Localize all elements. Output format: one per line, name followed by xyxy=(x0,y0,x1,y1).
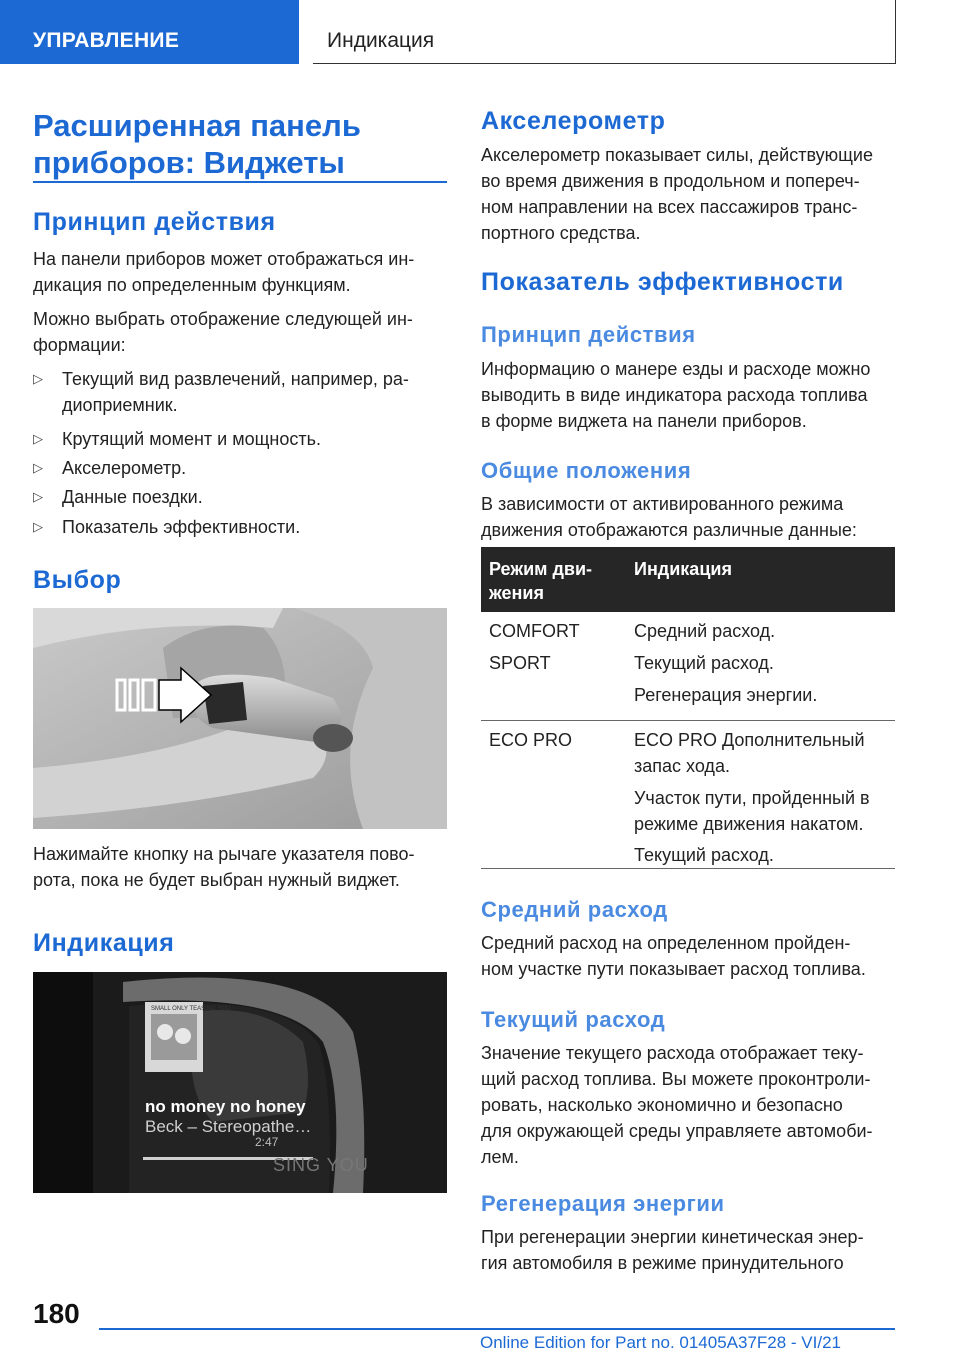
table-header xyxy=(481,547,895,612)
turn-signal-lever-image xyxy=(33,608,447,829)
footer-rule xyxy=(99,1328,895,1330)
table-row: COMFORT SPORT Средний расход. Текущий расход. Регенерация энергии. xyxy=(481,612,895,721)
energy-regeneration-text-line: гия автомобиля в режиме принудительного xyxy=(481,1253,844,1273)
efficiency-heading: Показатель эффективности xyxy=(481,268,844,296)
energy-regeneration-text-line: При регенерации энергии кинетическая энер- xyxy=(481,1227,864,1247)
current-consumption-text-line: лем. xyxy=(481,1147,519,1167)
triangle-bullet-icon: ▷ xyxy=(33,431,43,446)
general-text-line: В зависимости от активированного режима xyxy=(481,494,844,514)
triangle-bullet-icon: ▷ xyxy=(33,489,43,504)
page-title-line1: Расширенная панель xyxy=(33,108,361,143)
display-heading: Индикация xyxy=(33,929,175,957)
chapter-title: Индикация xyxy=(313,0,896,64)
artist-name: Beck – Stereopathe… xyxy=(145,1117,312,1136)
media-label: SMALL ONLY TEASING YOU xyxy=(151,1006,231,1012)
efficiency-principle-heading: Принцип действия xyxy=(481,322,696,347)
current-consumption-text-line: ровать, насколько экономично и безопасно xyxy=(481,1095,843,1115)
principle-text-line: На панели приборов может отображаться ин- xyxy=(33,249,415,269)
table-header-display: Индикация xyxy=(634,559,732,579)
selection-text-line: Нажимайте кнопку на рычаге указателя пово- xyxy=(33,844,415,864)
background-text: SING YOU xyxy=(273,1155,369,1175)
track-time: 2:47 xyxy=(255,1135,279,1149)
page-title-line2: приборов: Виджеты xyxy=(33,145,345,180)
selection-heading: Выбор xyxy=(33,566,122,594)
table-header-mode: Режим дви- жения xyxy=(489,559,593,603)
title-rule xyxy=(33,181,447,183)
accelerometer-text-line: Акселерометр показывает силы, действующие xyxy=(481,145,873,165)
list-item: ▷ Акселерометр. xyxy=(33,455,186,481)
principle-text-line: формации: xyxy=(33,335,126,355)
efficiency-text-line: выводить в виде индикатора расхода топлива xyxy=(481,385,868,405)
list-item: ▷ Данные поездки. xyxy=(33,484,203,510)
efficiency-text-line: Информацию о манере езды и расходе можно xyxy=(481,359,871,379)
triangle-bullet-icon: ▷ xyxy=(33,371,43,386)
list-item: ▷ Крутящий момент и мощность. xyxy=(33,426,321,452)
accelerometer-text-line: портного средства. xyxy=(481,223,641,243)
principle-heading: Принцип действия xyxy=(33,208,276,236)
page-number: 180 xyxy=(33,1298,80,1329)
selection-text-line: рота, пока не будет выбран нужный виджет. xyxy=(33,870,400,890)
triangle-bullet-icon: ▷ xyxy=(33,460,43,475)
drive-mode-table xyxy=(481,547,895,869)
energy-regeneration-heading: Регенерация энергии xyxy=(481,1191,725,1216)
instrument-cluster-widget-image xyxy=(33,972,447,1193)
section-tab: УПРАВЛЕНИЕ xyxy=(0,0,299,64)
general-heading: Общие положения xyxy=(481,458,692,483)
accelerometer-text-line: ном направлении на всех пассажиров транс- xyxy=(481,197,858,217)
accelerometer-text-line: во время движения в продольном и попереч- xyxy=(481,171,860,191)
principle-text-line: Можно выбрать отображение следующей ин- xyxy=(33,309,413,329)
edition-note: Online Edition for Part no. 01405A37F28 - VI/21 xyxy=(480,1333,842,1352)
current-consumption-text-line: щий расход топлива. Вы можете проконтроли- xyxy=(481,1069,871,1089)
principle-text-line: дикация по определенным функциям. xyxy=(33,275,351,295)
average-consumption-text-line: ном участке пути показывает расход топлива. xyxy=(481,959,866,979)
triangle-bullet-icon: ▷ xyxy=(33,519,43,534)
general-text-line: движения отображаются различные данные: xyxy=(481,520,857,540)
current-consumption-text-line: для окружающей среды управляете автомоби- xyxy=(481,1121,873,1141)
average-consumption-heading: Средний расход xyxy=(481,897,668,922)
accelerometer-heading: Акселерометр xyxy=(481,107,666,135)
average-consumption-text-line: Средний расход на определенном пройден- xyxy=(481,933,851,953)
current-consumption-text-line: Значение текущего расхода отображает теку- xyxy=(481,1043,864,1063)
song-title: no money no honey xyxy=(145,1097,306,1116)
table-row: ECO PRO ECO PRO Дополнительный запас хода. Участок пути, пройденный в режиме движения накатом. Текущий расход. xyxy=(481,721,895,869)
list-item: ▷ Показатель эффективности. xyxy=(33,514,300,540)
current-consumption-heading: Текущий расход xyxy=(481,1007,666,1032)
list-item: ▷ Текущий вид развлечений, например, ра- диоприемник. xyxy=(33,366,409,418)
efficiency-text-line: в форме виджета на панели приборов. xyxy=(481,411,807,431)
